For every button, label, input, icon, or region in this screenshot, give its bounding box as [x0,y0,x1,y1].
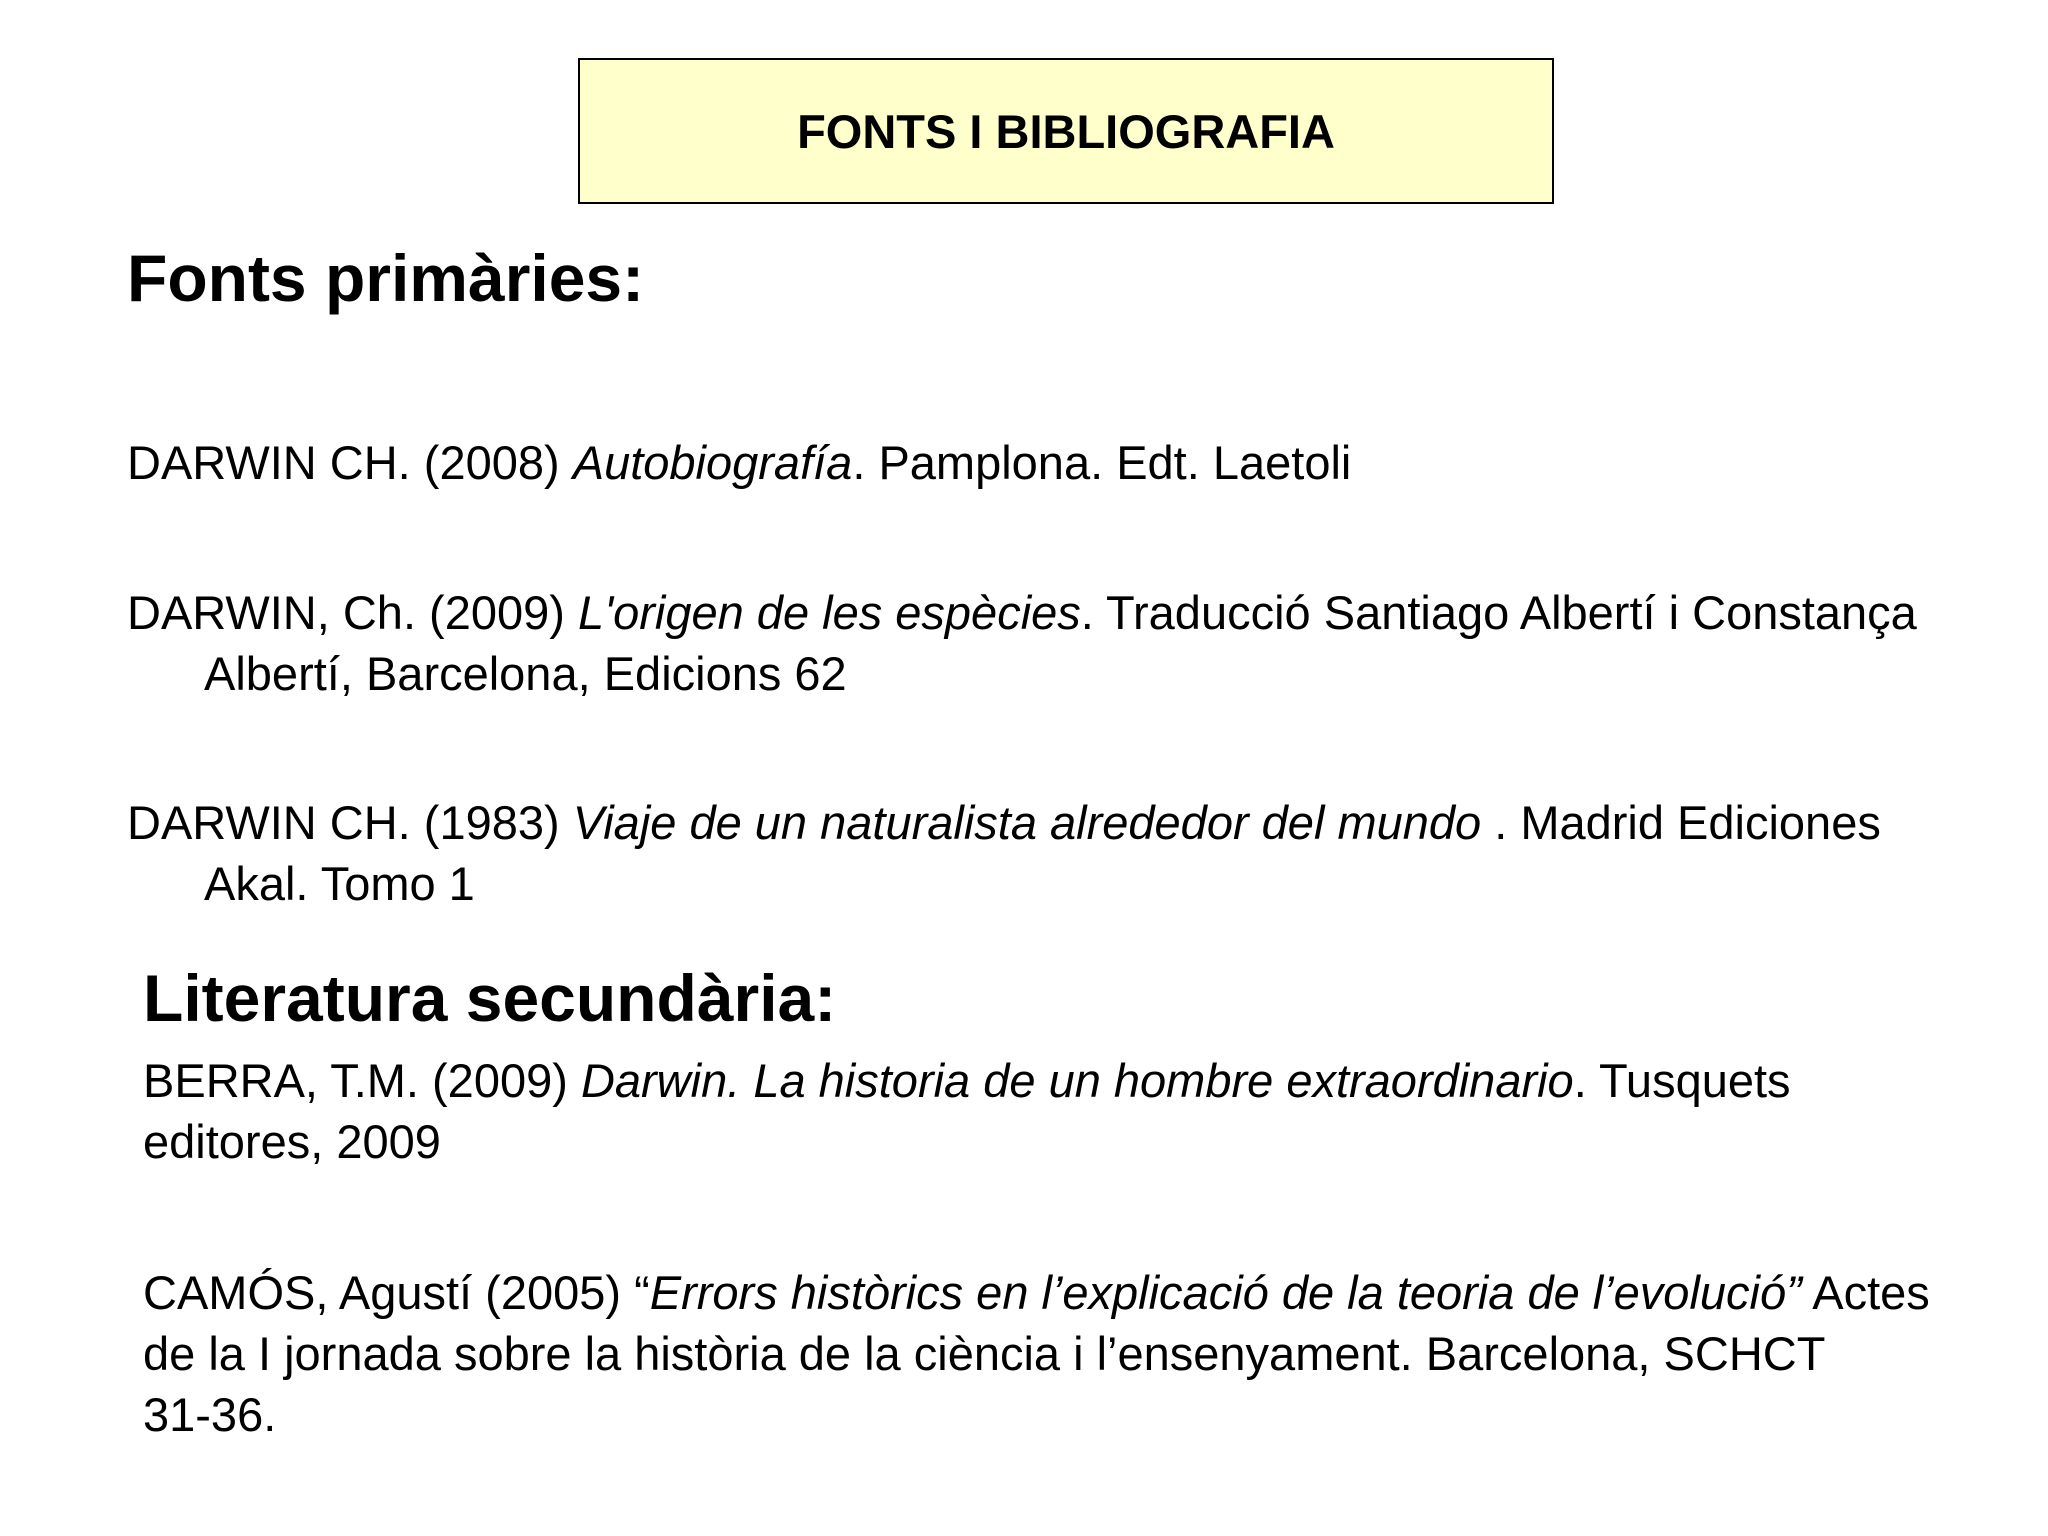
primary-sources-heading: Fonts primàries: [127,241,645,315]
reference-author-year: DARWIN, Ch. (2009) [127,586,578,639]
slide-title: FONTS I BIBLIOGRAFIA [797,104,1335,158]
reference-publisher: . Pamplona. Edt. Laetoli [852,436,1352,489]
reference-title: Autobiografía [572,436,853,489]
reference-item [143,1050,1983,1172]
reference-publisher: . Madrid Ediciones Akal. Tomo 1 [204,796,1881,910]
reference-publisher: . Traducció Santiago Albertí i Constança Albertí, Barcelona, Edicions 62 [204,586,1917,700]
reference-item [127,792,1927,914]
reference-publisher: . Tusquets editores, 2009 [143,1054,1791,1168]
reference-author-year: DARWIN CH. (1983) [127,796,573,849]
reference-author-year: BERRA, T.M. (2009) [143,1054,581,1107]
reference-title: Viaje de un naturalista alrededor del mundo [572,796,1482,849]
reference-item [127,432,1927,493]
reference-author-year: CAMÓS, Agustí (2005) “ [143,1266,650,1319]
reference-title: Darwin. La historia de un hombre extraordinario [580,1054,1574,1107]
reference-item [127,582,1927,704]
title-box [578,58,1554,204]
reference-title: Errors històrics en l’explicació de la teoria de l’evolució” [649,1266,1802,1319]
reference-author-year: DARWIN CH. (2008) [127,436,573,489]
reference-title: L'origen de les espècies [577,586,1081,639]
reference-publisher: Actes de la I jornada sobre la història de la ciència i l’ensenyament. Barcelona, SCHCT [143,1266,1930,1380]
reference-item [143,1262,1983,1445]
secondary-literature-heading: Literatura secundària: [143,961,837,1035]
reference-pages: 31-36. [143,1388,277,1441]
